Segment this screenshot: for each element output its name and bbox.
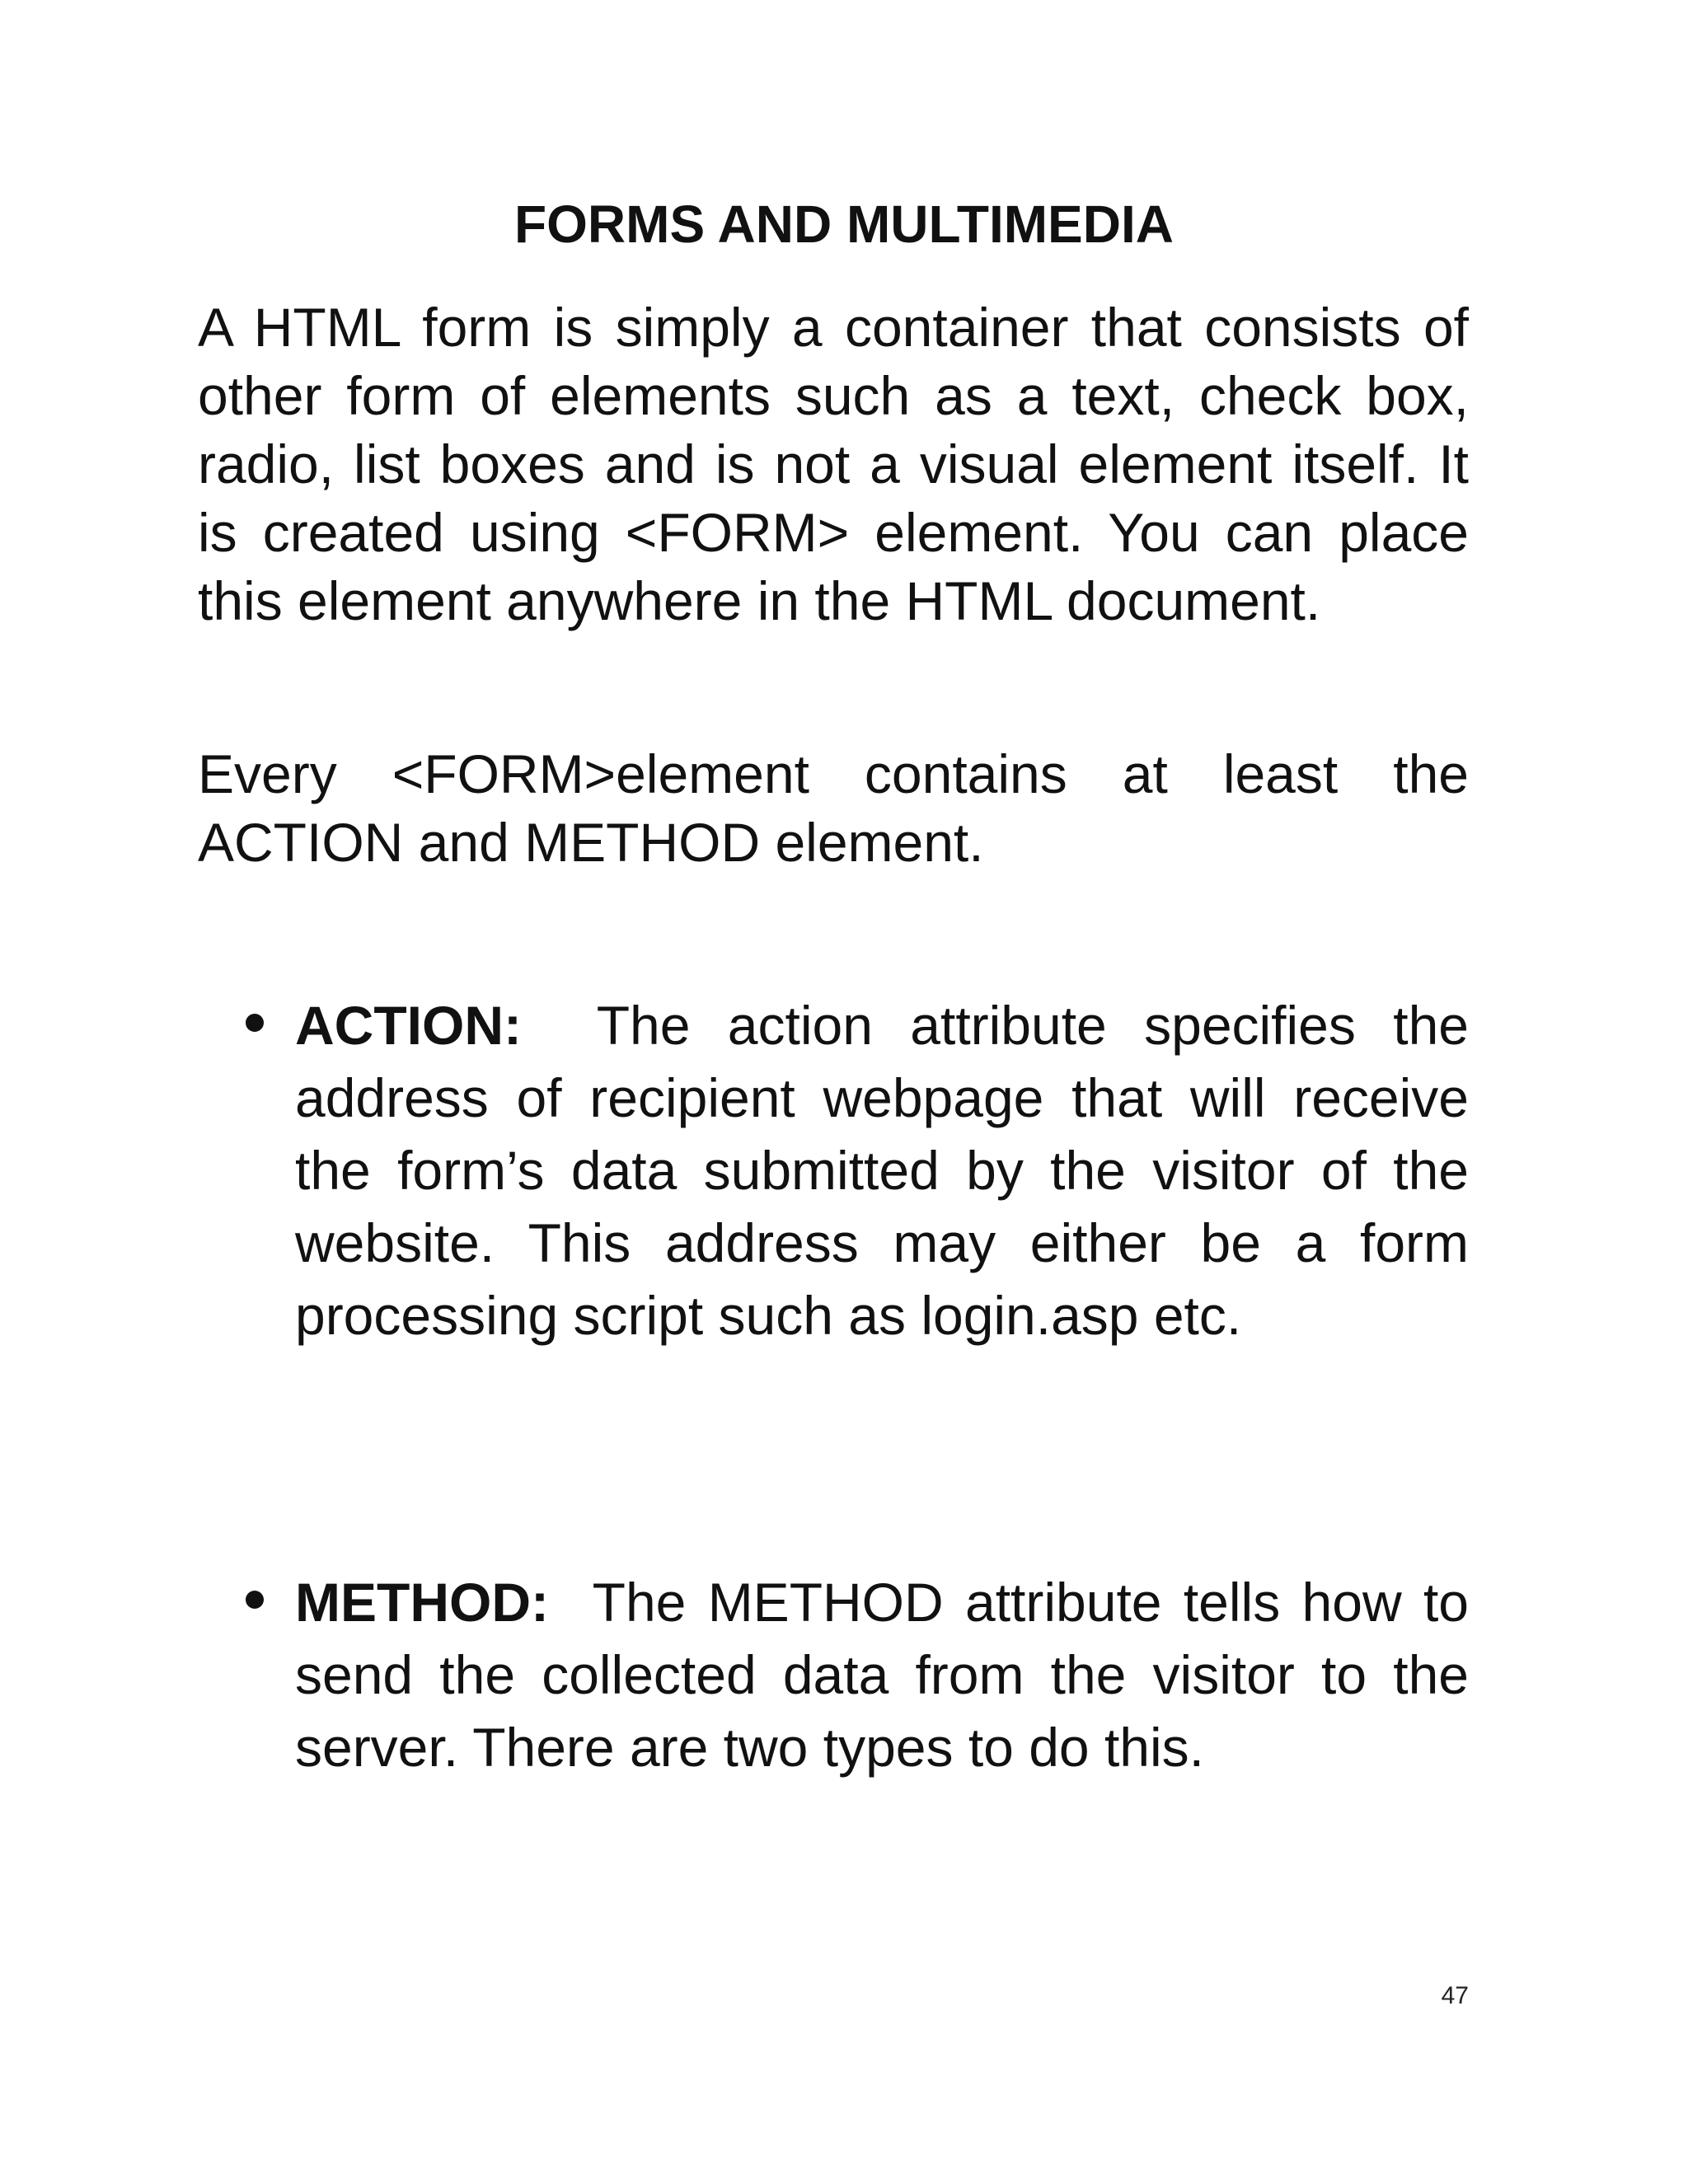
bullet-body-method: The METHOD attribute tells how to send the collected data from the visitor to the server. There are two types to do this. — [295, 1572, 1469, 1778]
page-number: 47 — [1441, 1982, 1469, 2009]
bullet-text-action — [295, 989, 1469, 1352]
bullet-body-action: The action attribute specifies the address of recipient webpage that will receive the form’s data submitted by the visitor of the website. This address may either be a form processing script such as login.asp etc. — [295, 995, 1469, 1346]
bullet-term-method: METHOD: — [295, 1572, 549, 1633]
bullet-term-action: ACTION: — [295, 995, 522, 1056]
bullet-text-method — [295, 1566, 1469, 1783]
form-element-paragraph: Every <FORM>element contains at least the ACTION and METHOD element. — [198, 743, 1469, 873]
page-title: FORMS AND MULTIMEDIA — [514, 194, 1174, 254]
bullet-icon — [246, 1591, 264, 1609]
bullet-icon — [246, 1014, 264, 1032]
intro-paragraph: A HTML form is simply a container that consists of other form of elements such as a text, check box, radio, list boxes and is not a visual element itself. It is created using <FORM> element. You can place this element anywhere in the HTML document. — [198, 297, 1469, 631]
